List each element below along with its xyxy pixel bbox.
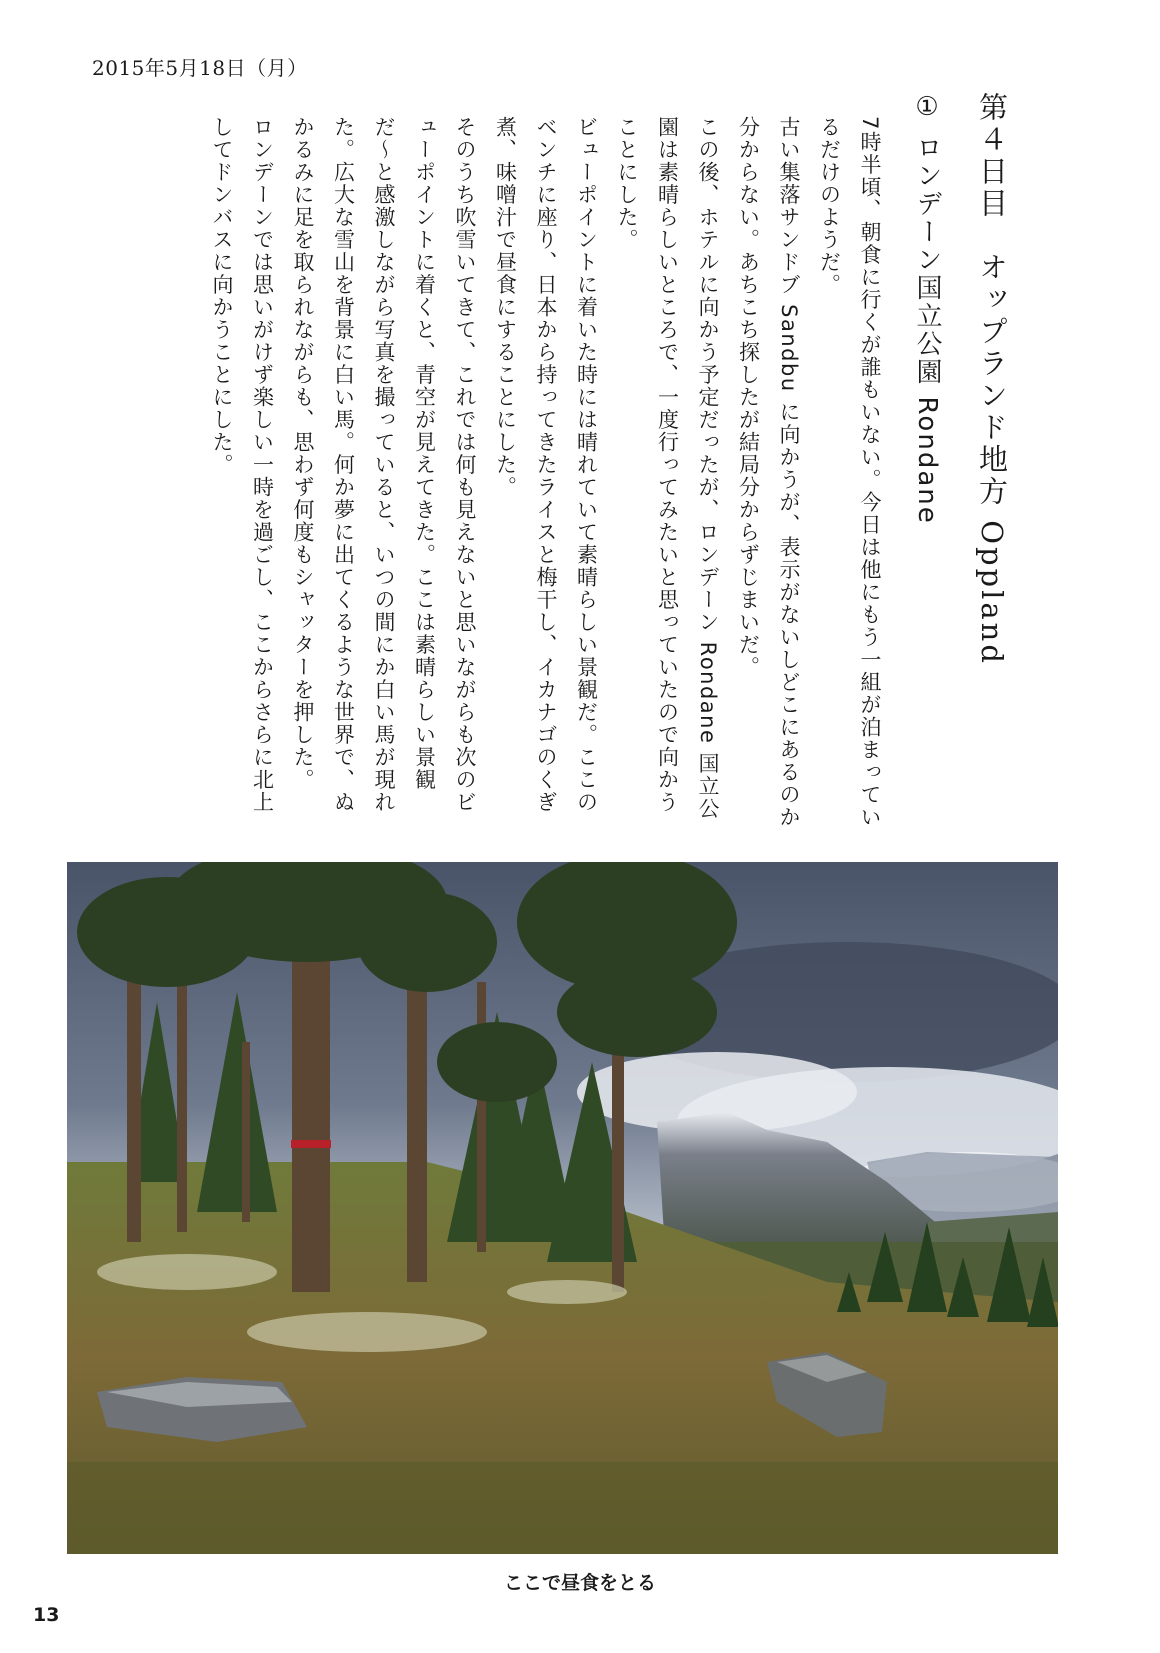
paragraph-1: 7時半頃、朝食に行くが誰もいない。今日は他にもう一組が泊まっているだけのようだ。: [817, 116, 882, 829]
landscape-photo: [67, 862, 1058, 1554]
vertical-text-block: [100, 92, 1020, 832]
paragraph-4: ビューポイントに着いた時には晴れていて素晴らしい景観だ。ここのベンチに座り、日本から持ってきたライスと梅干し、イカナゴのくぎ煮、味噌汁で昼食にすることにした。: [493, 116, 599, 814]
section-title: ① ロンデーン国立公園 Rondane: [912, 92, 942, 525]
paragraph-5: そのうち吹雪いてきて、これでは何も見えないと思いながらも次のビューポイントに着くと、青空が見えてきた。ここは素晴らしい景観だ〜と感激しながら写真を撮っていると、いつの間にか白い馬が現れた。広大な雪山を背景に白い馬。何か夢に出てくるような世界で、ぬかるみに足を取られながらも、思わず何度もシャッターを押した。: [291, 116, 477, 814]
paragraph-6: ロンデーンでは思いがけず楽しい一時を過ごし、ここからさらに北上してドンバスに向かうことにした。: [210, 116, 275, 814]
photo-caption: ここで昼食をとる: [503, 1572, 656, 1594]
day-title: 第４日目 オップランド地方 Oppland: [975, 92, 1009, 666]
page-number: 13: [33, 1604, 60, 1626]
paragraph-2: 古い集落サンドブ Sandbu に向かうが、表示がないしどこにあるのか分からない。あちこち探したが結局分からずじまいだ。: [736, 116, 801, 829]
page-date: 2015年5月18日（月）: [92, 56, 308, 80]
paragraph-3: この後、ホテルに向かう予定だったが、ロンデーン Rondane 国立公園は素晴らしいところで、一度行ってみたいと思っていたので向かうことにした。: [615, 116, 720, 821]
